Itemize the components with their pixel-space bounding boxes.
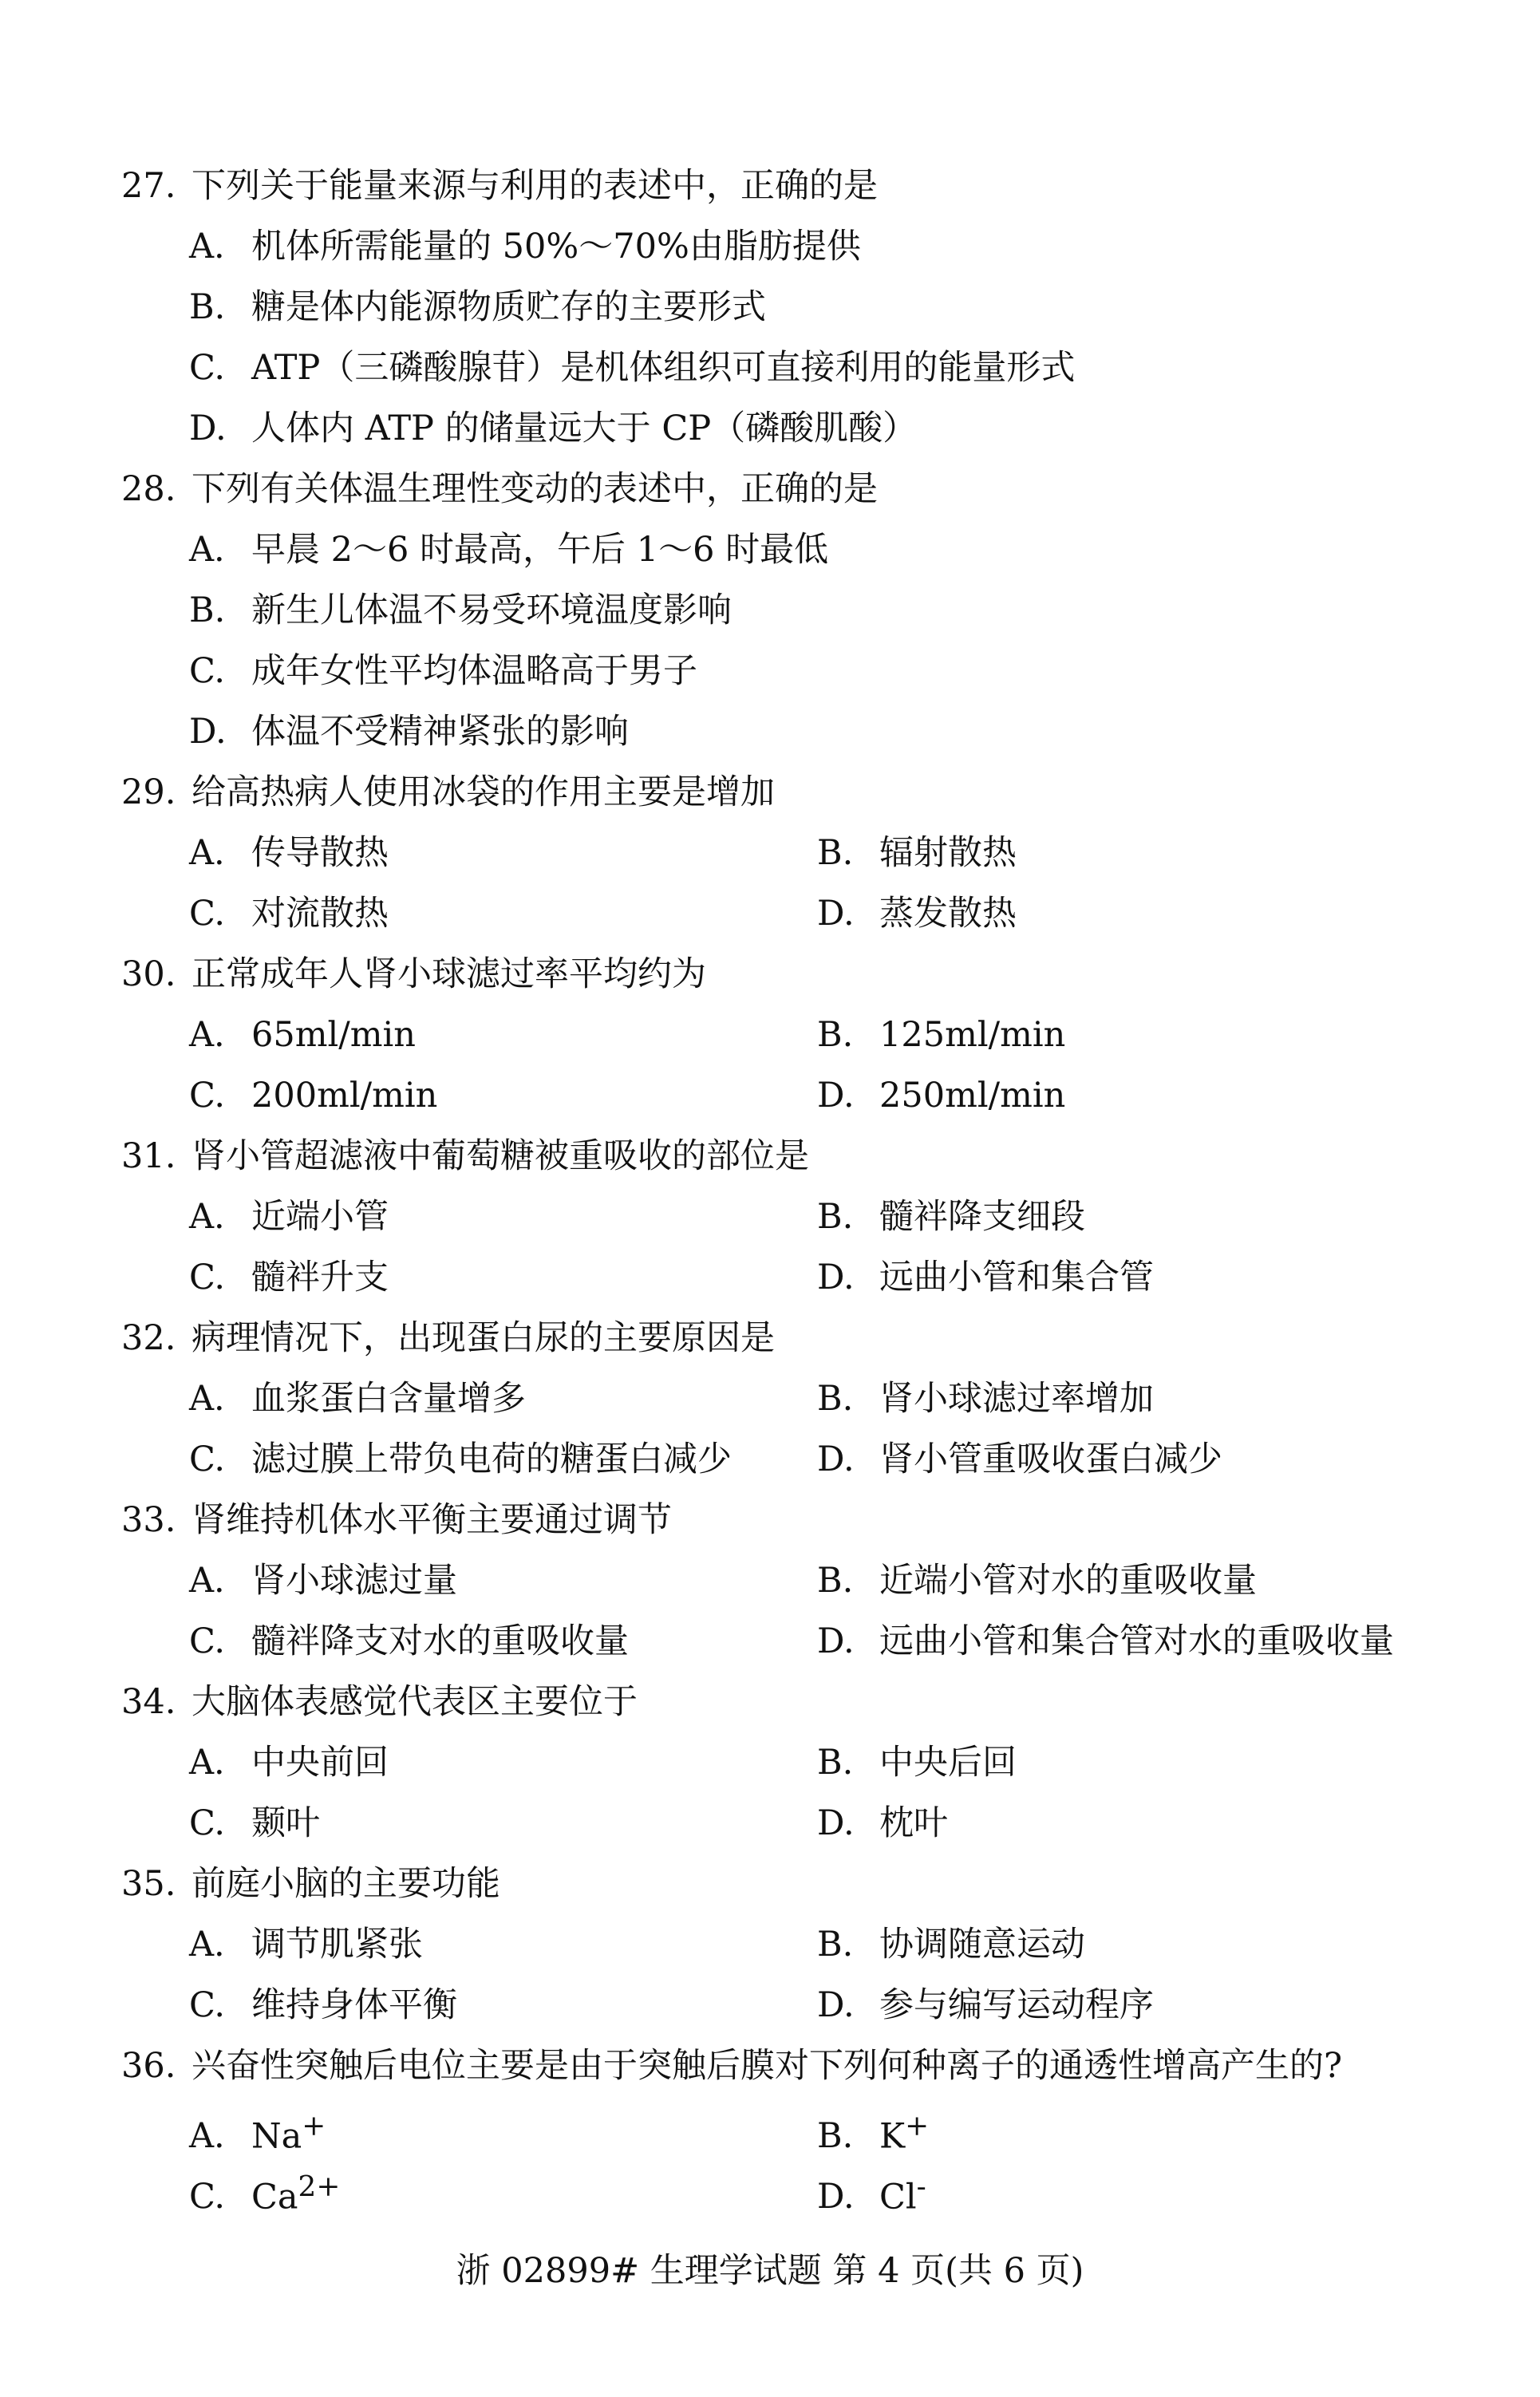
question-number: 32. xyxy=(121,1318,176,1358)
option-text: 血浆蛋白含量增多 xyxy=(251,1379,526,1419)
option-text: 早晨 2～6 时最高，午后 1～6 时最低 xyxy=(251,530,829,570)
option-letter: D. xyxy=(817,2177,855,2217)
option-text: 65ml/min xyxy=(251,1015,416,1055)
option-text: 远曲小管和集合管对水的重吸收量 xyxy=(879,1621,1394,1661)
option-letter: B. xyxy=(189,287,226,327)
ion-charge: - xyxy=(916,2170,926,2203)
option-text: 蒸发散热 xyxy=(879,894,1017,934)
ion-symbol: Ca xyxy=(251,2177,298,2217)
option-text: 人体内 ATP 的储量远大于 CP（磷酸肌酸） xyxy=(251,409,918,448)
option-28-b xyxy=(189,588,732,633)
option-letter: A. xyxy=(189,1743,225,1783)
option-32-d xyxy=(817,1437,1222,1482)
option-text: 辐射散热 xyxy=(879,833,1017,873)
question-27 xyxy=(121,164,878,208)
option-27-d xyxy=(189,406,917,451)
question-stem: 大脑体表感觉代表区主要位于 xyxy=(192,1682,638,1722)
option-letter: B. xyxy=(817,1925,854,1965)
option-letter: B. xyxy=(817,1743,854,1783)
option-letter: B. xyxy=(817,1197,854,1237)
option-letter: D. xyxy=(817,1439,855,1479)
question-28 xyxy=(121,467,878,511)
question-number: 30. xyxy=(121,954,176,994)
option-letter: A. xyxy=(189,1015,225,1055)
option-34-b xyxy=(817,1740,1017,1785)
option-text: 颞叶 xyxy=(251,1803,320,1843)
option-letter: C. xyxy=(189,348,226,388)
option-30-a xyxy=(189,1013,416,1057)
option-letter: D. xyxy=(817,894,855,934)
option-35-a xyxy=(189,1922,423,1967)
option-36-b xyxy=(817,2104,929,2158)
option-text: 肾小球滤过量 xyxy=(251,1561,457,1601)
option-letter: A. xyxy=(189,1379,225,1419)
option-27-b xyxy=(189,285,766,330)
question-stem: 兴奋性突触后电位主要是由于突触后膜对下列何种离子的通透性增高产生的? xyxy=(192,2046,1343,2086)
option-letter: C. xyxy=(189,651,226,691)
option-text: 对流散热 xyxy=(251,894,389,934)
option-text: 传导散热 xyxy=(251,833,389,873)
option-letter: D. xyxy=(189,409,227,448)
option-text: 体温不受精神紧张的影响 xyxy=(251,712,629,752)
option-letter: D. xyxy=(817,1621,855,1661)
option-29-b xyxy=(817,831,1017,875)
option-30-b xyxy=(817,1013,1065,1057)
option-32-b xyxy=(817,1376,1154,1421)
option-34-c xyxy=(189,1801,320,1846)
option-27-c xyxy=(189,346,1075,390)
option-33-c xyxy=(189,1619,629,1664)
question-stem: 肾维持机体水平衡主要通过调节 xyxy=(192,1500,672,1540)
question-stem: 给高热病人使用冰袋的作用主要是增加 xyxy=(192,772,775,812)
option-text: 肾小管重吸收蛋白减少 xyxy=(879,1439,1222,1479)
option-31-b xyxy=(817,1195,1085,1239)
option-letter: A. xyxy=(189,1925,225,1965)
question-number: 31. xyxy=(121,1136,176,1176)
option-letter: C. xyxy=(189,1985,226,2025)
option-text: 中央前回 xyxy=(251,1743,389,1783)
option-31-d xyxy=(817,1255,1154,1300)
option-36-c xyxy=(189,2165,340,2219)
option-text: 髓袢降支细段 xyxy=(879,1197,1085,1237)
option-text: 滤过膜上带负电荷的糖蛋白减少 xyxy=(251,1439,732,1479)
option-29-d xyxy=(817,891,1017,936)
option-33-d xyxy=(817,1619,1394,1664)
option-text: 成年女性平均体温略高于男子 xyxy=(251,651,697,691)
option-letter: B. xyxy=(817,1379,854,1419)
option-text: 髓袢升支 xyxy=(251,1258,389,1297)
ion-symbol: Na xyxy=(251,2116,302,2157)
option-text: 中央后回 xyxy=(879,1743,1017,1783)
option-text: 协调随意运动 xyxy=(879,1925,1085,1965)
option-letter: D. xyxy=(817,1985,855,2025)
option-35-d xyxy=(817,1983,1154,2028)
option-letter: C. xyxy=(189,1258,226,1297)
page-footer: 浙 02899# 生理学试题 第 4 页(共 6 页) xyxy=(456,2251,1084,2291)
option-text: 近端小管 xyxy=(251,1197,389,1237)
option-letter: A. xyxy=(189,2116,225,2157)
option-letter: C. xyxy=(189,1621,226,1661)
option-text: 250ml/min xyxy=(879,1076,1066,1116)
question-30 xyxy=(121,952,706,997)
question-stem: 前庭小脑的主要功能 xyxy=(192,1864,500,1904)
option-29-c xyxy=(189,891,389,936)
option-36-d xyxy=(817,2165,926,2219)
question-number: 33. xyxy=(121,1500,176,1540)
question-stem: 下列关于能量来源与利用的表述中，正确的是 xyxy=(192,166,878,206)
option-32-a xyxy=(189,1376,526,1421)
option-text: 维持身体平衡 xyxy=(251,1985,457,2025)
question-stem: 正常成年人肾小球滤过率平均约为 xyxy=(192,954,706,994)
option-text: 200ml/min xyxy=(251,1076,438,1116)
option-letter: B. xyxy=(189,590,226,630)
question-number: 28. xyxy=(121,469,176,509)
option-27-a xyxy=(189,224,861,269)
option-letter: A. xyxy=(189,833,225,873)
option-34-d xyxy=(817,1801,948,1846)
ion-charge: 2+ xyxy=(298,2170,341,2203)
option-35-c xyxy=(189,1983,457,2028)
option-letter: A. xyxy=(189,227,225,267)
option-32-c xyxy=(189,1437,732,1482)
question-33 xyxy=(121,1498,672,1542)
option-letter: A. xyxy=(189,1197,225,1237)
option-letter: B. xyxy=(817,833,854,873)
question-number: 29. xyxy=(121,772,176,812)
option-letter: A. xyxy=(189,530,225,570)
option-text: 参与编写运动程序 xyxy=(879,1985,1154,2025)
option-36-a xyxy=(189,2104,326,2158)
option-28-d xyxy=(189,709,629,754)
question-36 xyxy=(121,2044,1342,2088)
question-stem: 下列有关体温生理性变动的表述中，正确的是 xyxy=(192,469,878,509)
question-stem: 肾小管超滤液中葡萄糖被重吸收的部位是 xyxy=(192,1136,809,1176)
option-letter: D. xyxy=(817,1803,855,1843)
ion-charge: + xyxy=(905,2110,930,2142)
ion-symbol: K xyxy=(879,2116,906,2157)
option-29-a xyxy=(189,831,389,875)
option-letter: D. xyxy=(817,1258,855,1297)
option-35-b xyxy=(817,1922,1085,1967)
question-number: 35. xyxy=(121,1864,176,1904)
question-32 xyxy=(121,1316,775,1360)
question-31 xyxy=(121,1134,809,1179)
question-stem: 病理情况下，出现蛋白尿的主要原因是 xyxy=(192,1318,775,1358)
option-letter: B. xyxy=(817,1561,854,1601)
option-text: 肾小球滤过率增加 xyxy=(879,1379,1154,1419)
option-text: 125ml/min xyxy=(879,1015,1066,1055)
option-33-a xyxy=(189,1558,457,1603)
option-letter: C. xyxy=(189,1803,226,1843)
option-30-d xyxy=(817,1073,1065,1118)
option-letter: D. xyxy=(189,712,227,752)
option-text: 远曲小管和集合管 xyxy=(879,1258,1154,1297)
option-28-a xyxy=(189,527,828,572)
option-text: 糖是体内能源物质贮存的主要形式 xyxy=(251,287,766,327)
option-letter: A. xyxy=(189,1561,225,1601)
option-text: 枕叶 xyxy=(879,1803,948,1843)
option-text: 机体所需能量的 50%～70%由脂肪提供 xyxy=(251,227,861,267)
question-number: 27. xyxy=(121,166,176,206)
option-28-c xyxy=(189,649,697,693)
option-text: 近端小管对水的重吸收量 xyxy=(879,1561,1257,1601)
question-35 xyxy=(121,1862,500,1906)
option-text: 新生儿体温不易受环境温度影响 xyxy=(251,590,732,630)
option-letter: C. xyxy=(189,894,226,934)
ion-symbol: Cl xyxy=(879,2177,917,2217)
option-letter: D. xyxy=(817,1076,855,1116)
option-letter: B. xyxy=(817,1015,854,1055)
option-34-a xyxy=(189,1740,389,1785)
option-text: 调节肌紧张 xyxy=(251,1925,423,1965)
option-30-c xyxy=(189,1073,437,1118)
option-letter: C. xyxy=(189,1439,226,1479)
option-letter: C. xyxy=(189,2177,226,2217)
question-number: 34. xyxy=(121,1682,176,1722)
option-text: 髓袢降支对水的重吸收量 xyxy=(251,1621,629,1661)
question-29 xyxy=(121,770,775,815)
option-text: ATP（三磷酸腺苷）是机体组织可直接利用的能量形式 xyxy=(251,348,1076,388)
ion-charge: + xyxy=(302,2110,326,2142)
question-number: 36. xyxy=(121,2046,176,2086)
option-31-a xyxy=(189,1195,389,1239)
option-33-b xyxy=(817,1558,1257,1603)
question-34 xyxy=(121,1680,638,1724)
option-letter: B. xyxy=(817,2116,854,2157)
option-letter: C. xyxy=(189,1076,226,1116)
option-31-c xyxy=(189,1255,389,1300)
